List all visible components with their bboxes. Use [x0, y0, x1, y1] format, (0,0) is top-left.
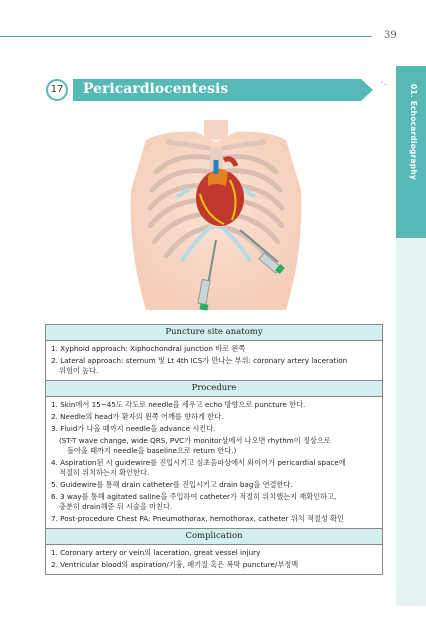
- anatomy-header: Puncture site anatomy: [46, 325, 382, 341]
- anatomy-section: [46, 341, 382, 381]
- list-item: 7. Post-procedure Chest PA: Pneumothorax, hemothorax, catheter 위치 적절성 확인: [51, 514, 344, 523]
- complication-header: Complication: [46, 529, 382, 545]
- top-rule: [0, 36, 372, 37]
- list-item: 2. Lateral approach: sternum 및 Lt 4th ICS가 만나는 부위: coronary artery laceration 위험이 높다.: [51, 356, 348, 375]
- pericardiocentesis-chest-illustration: [116, 120, 316, 320]
- list-item: 5. Guidewire를 통해 drain catheter를 진입시키고 drain bag을 연결한다.: [51, 480, 293, 489]
- procedure-table: [45, 324, 383, 575]
- corner-dots: ·.: [380, 78, 388, 88]
- chapter-number-badge: 17: [46, 79, 68, 101]
- chapter-title: Pericardiocentesis: [83, 81, 229, 97]
- list-item: 2. Ventricular blood의 aspiration/기흉, 폐기질 혹은 복막 puncture/부정맥: [51, 560, 299, 569]
- list-item: 2. Needle의 head가 환자의 왼쪽 어깨를 향하게 한다.: [51, 412, 224, 421]
- list-item: 1. Skin에서 15~45도 각도로 needle을 세우고 echo 방향으로 puncture 한다.: [51, 400, 306, 409]
- list-item: 6. 3 way를 통해 agitated saline을 주입하여 catheter가 적절히 위치했는지 재확인하고, 충분히 drain해준 뒤 시술을 마친다.: [51, 492, 337, 511]
- complication-section: [46, 545, 382, 574]
- list-item: 4. Aspiration된 시 guidewire를 진입시키고 심초음파상에서 와이어가 pericardial space에 적절히 위치하는지 확인한다.: [51, 458, 346, 477]
- procedure-section: [46, 397, 382, 529]
- list-item: 3. Fluid가 나올 때까지 needle을 advance 시킨다.: [51, 424, 216, 433]
- list-item: 1. Coronary artery or vein의 laceration, great vessel injury: [51, 548, 261, 557]
- chapter-side-tab-label: 01. Echocardiography: [409, 84, 418, 180]
- page-number: 39: [384, 30, 397, 41]
- list-item: 1. Xyphoid approach: Xiphochondral junction 바로 왼쪽: [51, 344, 246, 353]
- procedure-header: Procedure: [46, 381, 382, 397]
- procedure-note: (ST-T wave change, wide QRS, PVC가 monitor상에서 나오면 rhythm이 정상으로 돌아올 때까지 needle을 baseline으로 return 한다.): [59, 436, 331, 455]
